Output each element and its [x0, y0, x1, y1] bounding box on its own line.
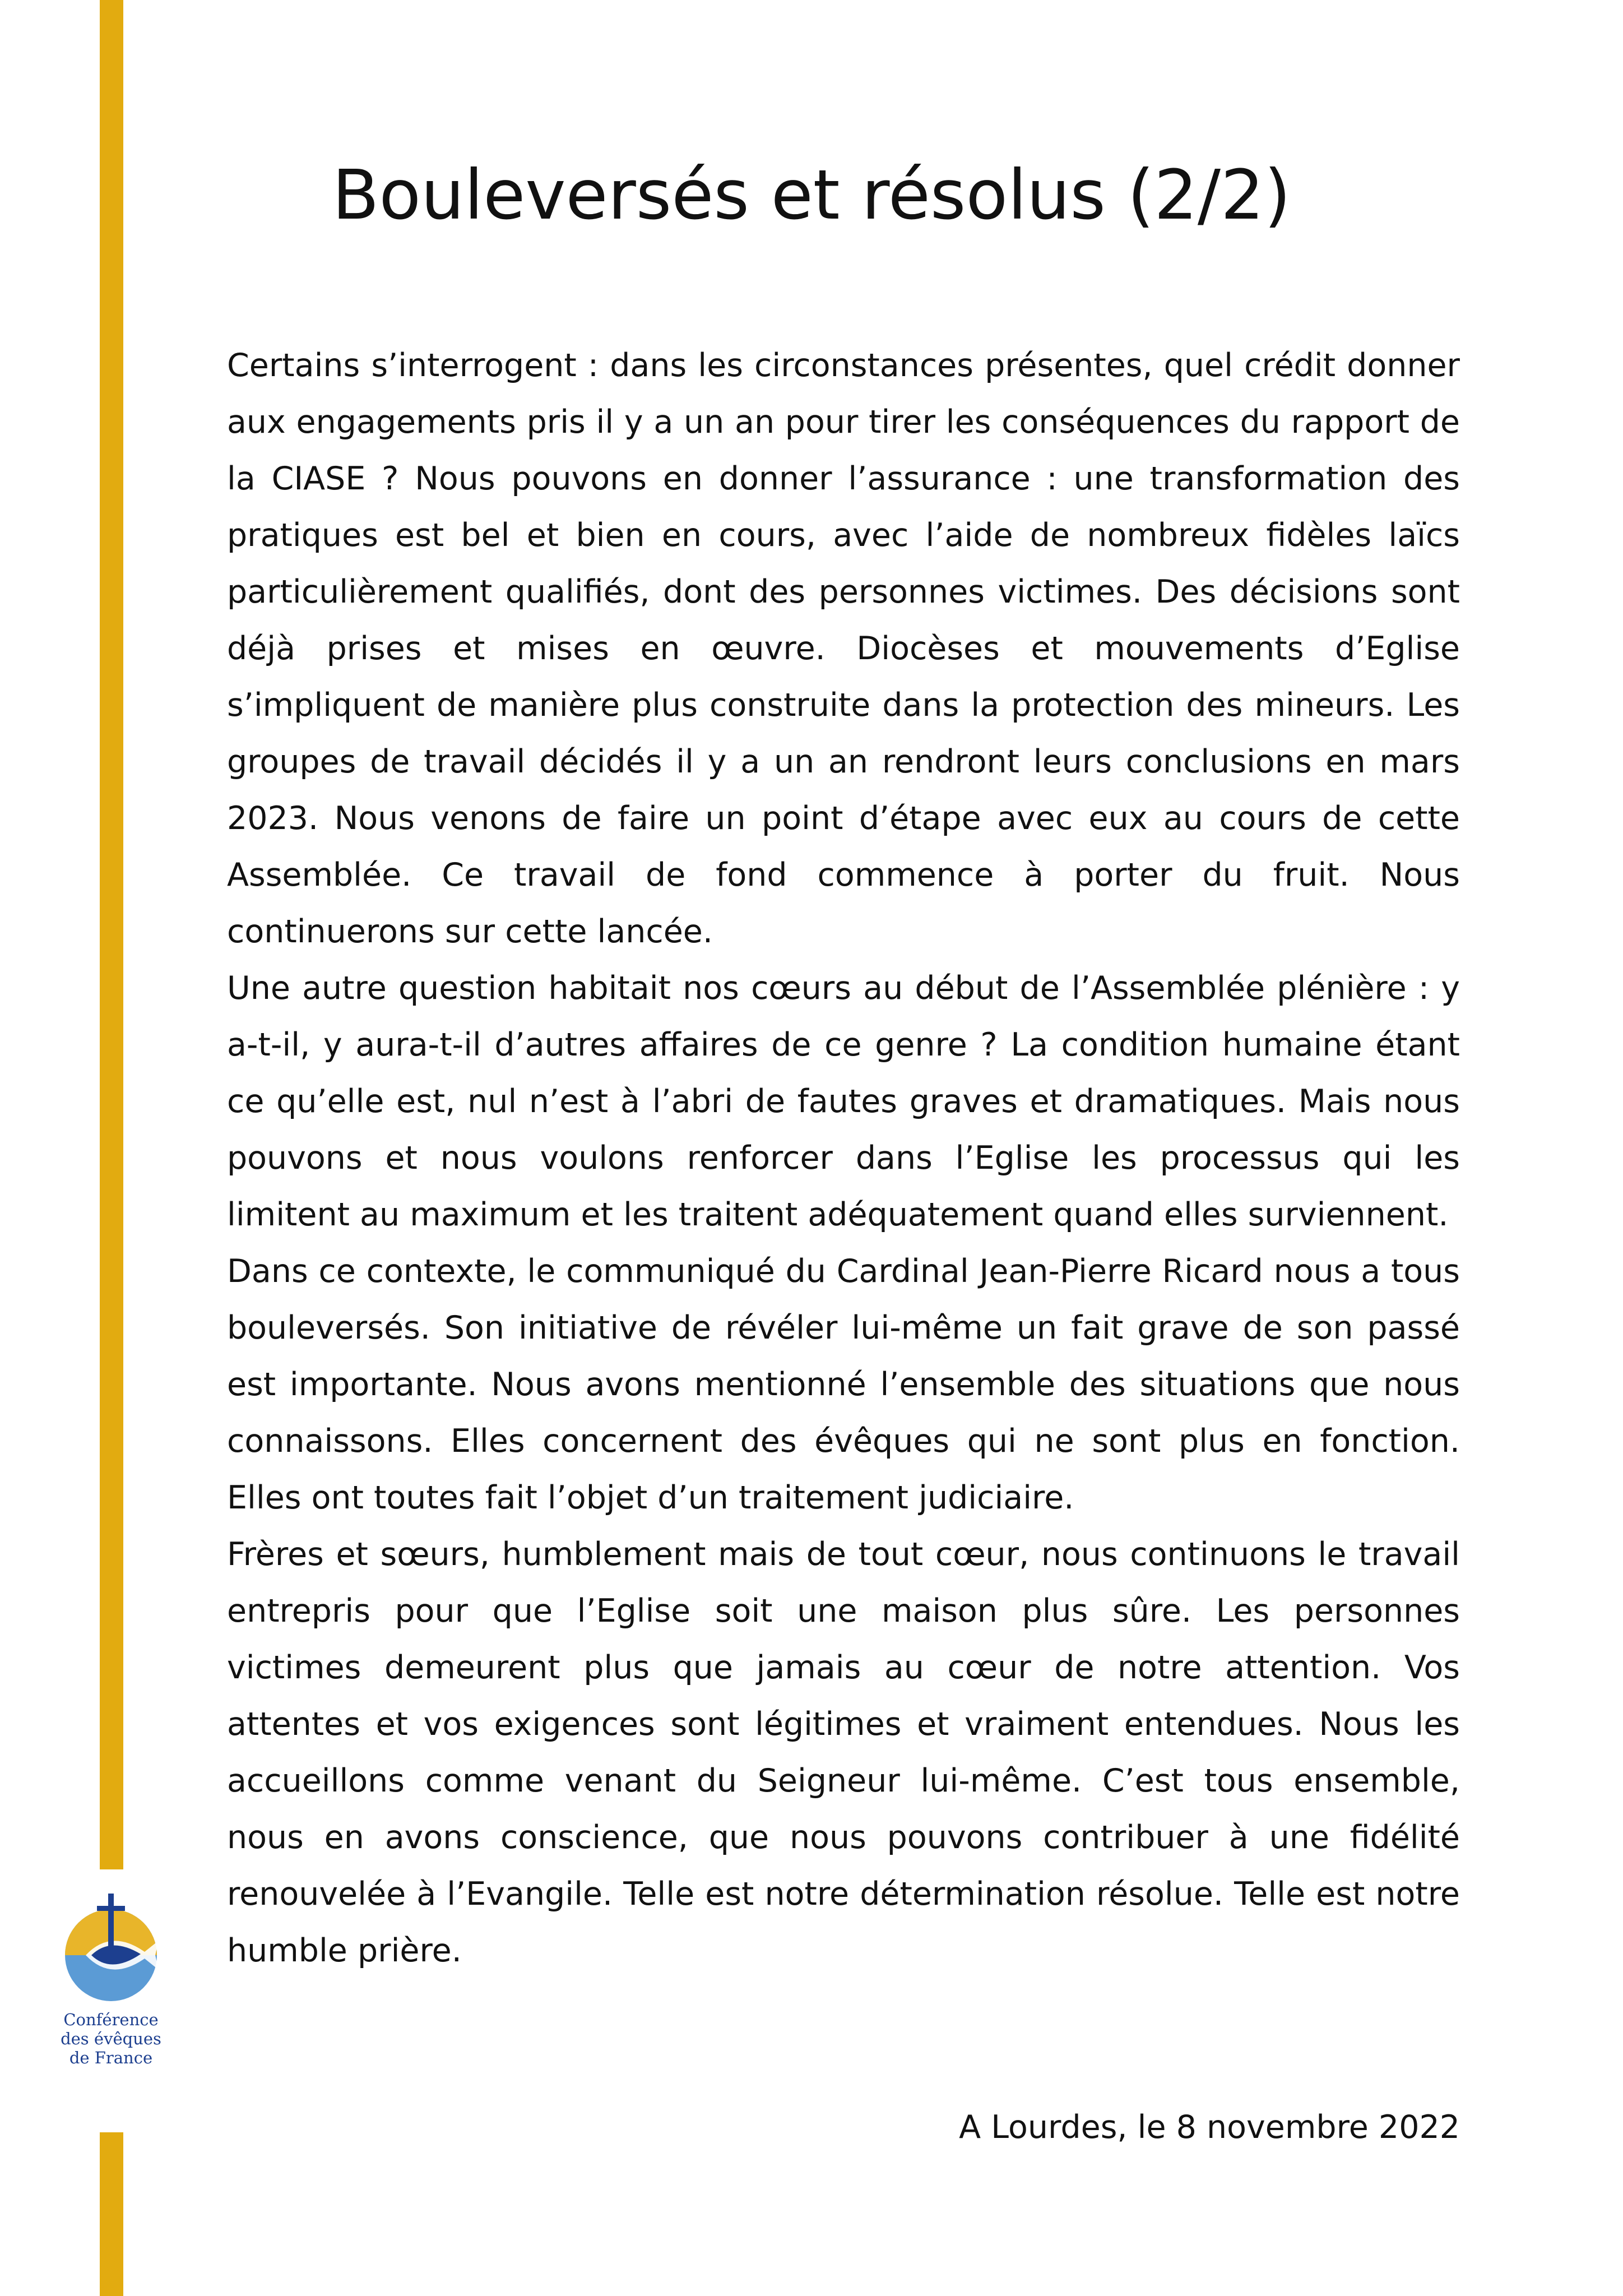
logo-caption: [49, 2010, 173, 2067]
document-body: [227, 337, 1460, 1979]
cef-cross-fish-logo-icon: [52, 1889, 170, 2007]
paragraph-1: Certains s’interrogent : dans les circonstances présentes, quel crédit donner aux engagements pris il y a un an pour tirer les conséquences du rapport de la CIASE ? Nous pouvons en donner l’assurance : une transformation des pratiques est bel et bien en cours, avec l’aide de nombreux fidèles laïcs particulièrement qualifiés, dont des personnes victimes. Des décisions sont déjà prises et mises en œuvre. Diocèses et mouvements d’Eglise s’impliquent de manière plus construite dans la protection des mineurs. Les groupes de travail décidés il y a un an rendront leurs conclusions en mars 2023. Nous venons de faire un point d’étape avec eux au cours de cette Assemblée. Ce travail de fond commence à porter du fruit. Nous continuerons sur cette lancée.: [227, 347, 1460, 950]
accent-bar-top: [100, 0, 123, 1869]
logo-line-2: des évêques: [61, 2029, 161, 2048]
paragraph-4: Frères et sœurs, humblement mais de tout cœur, nous continuons le travail entrepris pour que l’Eglise soit une maison plus sûre. Les personnes victimes demeurent plus que jamais au cœur de notre attention. Vos attentes et vos exigences sont légitimes et vraiment entendues. Nous les accueillons comme venant du Seigneur lui-même. C’est tous ensemble, nous en avons conscience, que nous pouvons contribuer à une fidélité renouvelée à l’Evangile. Telle est notre détermination résolue. Telle est notre humble prière.: [227, 1536, 1460, 1969]
signature-date: A Lourdes, le 8 novembre 2022: [959, 2109, 1460, 2146]
paragraph-2: Une autre question habitait nos cœurs au début de l’Assemblée plénière : y a-t-il, y aura-t-il d’autres affaires de ce genre ? La condition humaine étant ce qu’elle est, nul n’est à l’abri de fautes graves et dramatiques. Mais nous pouvons et nous voulons renforcer dans l’Eglise les processus qui les limitent au maximum et les traitent adéquatement quand elles surviennent.: [227, 970, 1460, 1233]
cef-logo: [49, 1889, 173, 2102]
paragraph-3: Dans ce contexte, le communiqué du Cardinal Jean-Pierre Ricard nous a tous bouleversés. Son initiative de révéler lui-même un fait grave de son passé est importante. Nous avons mentionné l’ensemble des situations que nous connaissons. Elles concernent des évêques qui ne sont plus en fonction. Elles ont toutes fait l’objet d’un traitement judiciaire.: [227, 1253, 1460, 1516]
logo-line-3: de France: [69, 2048, 153, 2067]
page-title: Bouleversés et résolus (2/2): [332, 155, 1291, 235]
accent-bar-bottom: [100, 2132, 123, 2296]
logo-line-1: Conférence: [63, 2010, 159, 2029]
